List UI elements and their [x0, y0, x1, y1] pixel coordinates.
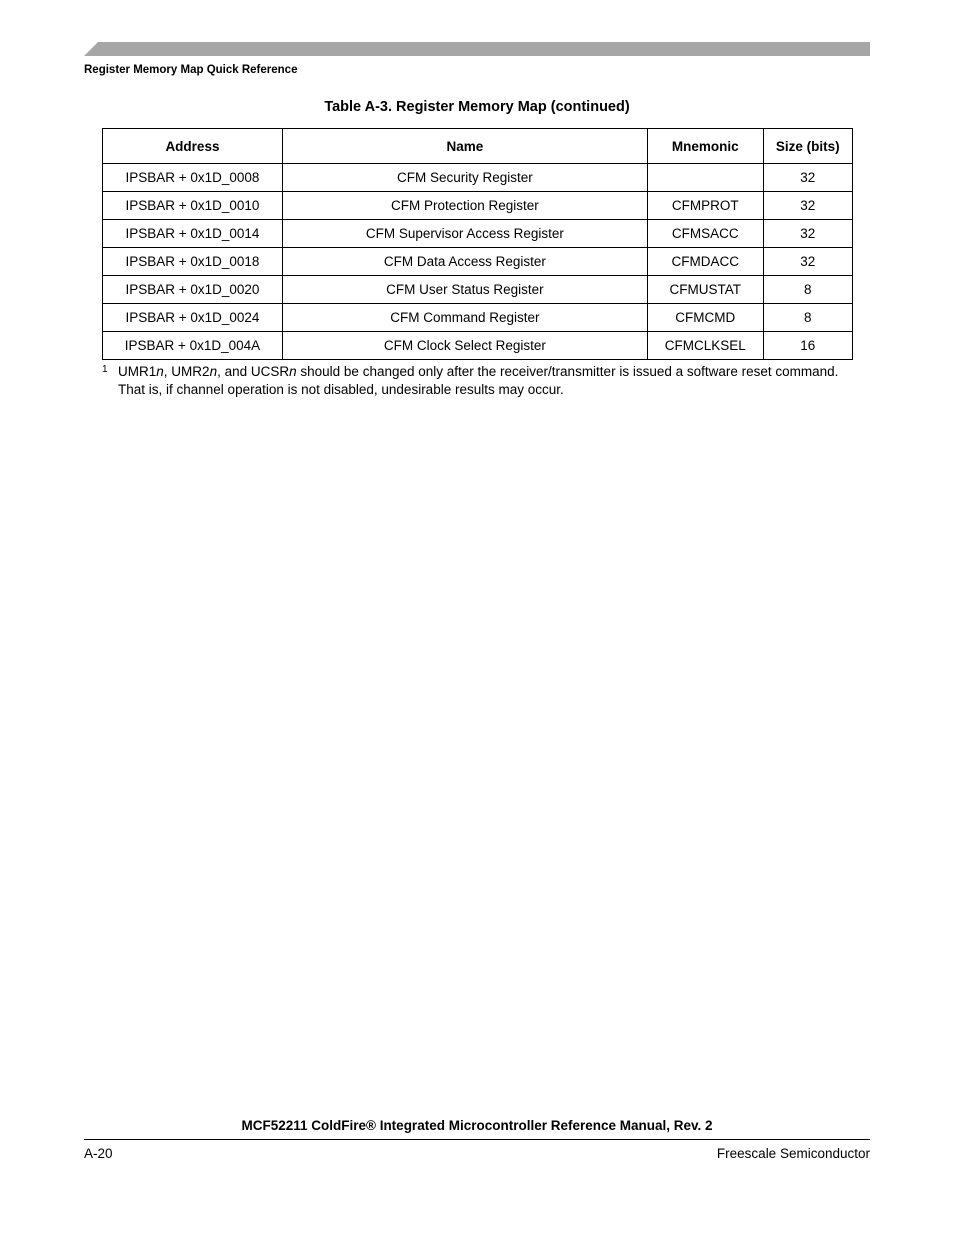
cell-name: CFM Data Access Register	[282, 248, 647, 276]
cell-address: IPSBAR + 0x1D_0020	[103, 276, 283, 304]
footnote-separator: ,	[163, 364, 172, 379]
footnote-umr2: UMR2	[171, 364, 210, 379]
cell-mnemonic: CFMUSTAT	[647, 276, 763, 304]
footer-page-number: A-20	[84, 1146, 113, 1161]
footnote-text	[118, 363, 862, 398]
footnote-umr1: UMR1	[118, 364, 157, 379]
table-row	[103, 248, 853, 276]
cell-size: 32	[763, 164, 852, 192]
table-header-row	[103, 129, 853, 164]
column-header-name: Name	[282, 129, 647, 164]
cell-mnemonic: CFMDACC	[647, 248, 763, 276]
cell-name: CFM Clock Select Register	[282, 332, 647, 360]
column-header-mnemonic: Mnemonic	[647, 129, 763, 164]
footnote-separator: , and	[217, 364, 251, 379]
table-row	[103, 192, 853, 220]
cell-address: IPSBAR + 0x1D_0014	[103, 220, 283, 248]
footer-divider	[84, 1139, 870, 1140]
footnote-n-variable: n	[209, 364, 218, 379]
cell-address: IPSBAR + 0x1D_0010	[103, 192, 283, 220]
cell-address: IPSBAR + 0x1D_0008	[103, 164, 283, 192]
cell-name: CFM Command Register	[282, 304, 647, 332]
cell-address: IPSBAR + 0x1D_004A	[103, 332, 283, 360]
footnote-n-variable: n	[156, 364, 164, 379]
cell-size: 32	[763, 248, 852, 276]
column-header-size: Size (bits)	[763, 129, 852, 164]
footnote-n-variable: n	[289, 364, 297, 379]
running-head: Register Memory Map Quick Reference	[84, 64, 298, 76]
table-caption: Table A-3. Register Memory Map (continued)	[324, 99, 630, 115]
cell-size: 16	[763, 332, 852, 360]
cell-size: 8	[763, 276, 852, 304]
register-memory-map-table	[102, 128, 853, 360]
table-row	[103, 304, 853, 332]
footnote-ucsr: UCSR	[250, 364, 290, 379]
cell-size: 32	[763, 192, 852, 220]
cell-mnemonic: CFMPROT	[647, 192, 763, 220]
cell-name: CFM Protection Register	[282, 192, 647, 220]
cell-size: 32	[763, 220, 852, 248]
footnote-rest: should be changed only after the receiver/transmitter is issued a software reset command. That is, if channel operation is not disabled, undesirable results may occur.	[118, 364, 839, 397]
cell-name: CFM Supervisor Access Register	[282, 220, 647, 248]
header-bar-graphic	[84, 42, 870, 56]
column-header-address: Address	[103, 129, 283, 164]
cell-name: CFM User Status Register	[282, 276, 647, 304]
cell-size: 8	[763, 304, 852, 332]
cell-mnemonic: CFMCMD	[647, 304, 763, 332]
cell-address: IPSBAR + 0x1D_0018	[103, 248, 283, 276]
table-row	[103, 220, 853, 248]
footer-manual-title: MCF52211 ColdFire® Integrated Microcontroller Reference Manual, Rev. 2	[241, 1118, 713, 1133]
table-row	[103, 276, 853, 304]
cell-address: IPSBAR + 0x1D_0024	[103, 304, 283, 332]
footer-company: Freescale Semiconductor	[716, 1146, 870, 1161]
table-row	[103, 332, 853, 360]
table-row	[103, 164, 853, 192]
cell-mnemonic	[647, 164, 763, 192]
cell-name: CFM Security Register	[282, 164, 647, 192]
footnote-mark: 1	[102, 364, 108, 375]
cell-mnemonic: CFMSACC	[647, 220, 763, 248]
table-footnote	[102, 363, 862, 398]
cell-mnemonic: CFMCLKSEL	[647, 332, 763, 360]
